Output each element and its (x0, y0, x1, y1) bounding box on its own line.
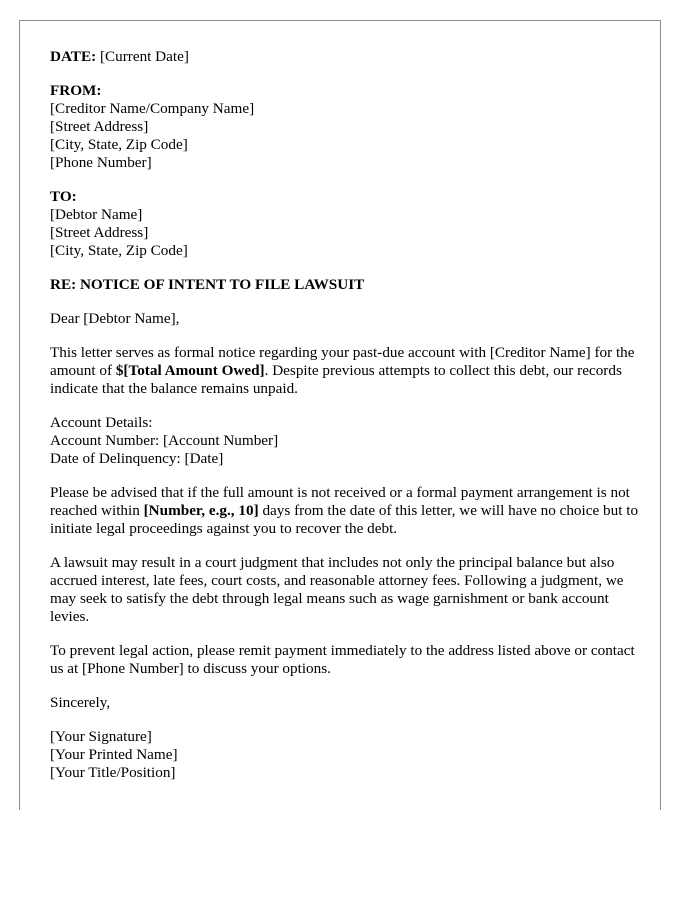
from-line: [City, State, Zip Code] (50, 136, 188, 153)
letter-content (50, 48, 640, 798)
paragraph-notice-text-end: . Despite previous attempts to collect this debt, our records indicate that the balance remains unpaid. (50, 362, 622, 397)
closing: Sincerely, (50, 694, 111, 711)
from-label: FROM: (50, 82, 102, 99)
signature-block (50, 728, 640, 782)
amount-owed: $[Total Amount Owed] (115, 362, 265, 379)
paragraph-prevent: To prevent legal action, please remit payment immediately to the address listed above or contact us at [Phone Number] to discuss your options. (50, 642, 635, 677)
to-label: TO: (50, 188, 77, 205)
to-line: [Debtor Name] (50, 206, 143, 223)
from-line: [Street Address] (50, 118, 149, 135)
date-label: DATE: (50, 48, 97, 65)
to-line: [Street Address] (50, 224, 149, 241)
to-block (50, 188, 640, 260)
paragraph-notice (50, 344, 640, 398)
subject-line (50, 276, 640, 294)
from-block (50, 82, 640, 172)
date-value: [Current Date] (99, 48, 189, 65)
to-line: [City, State, Zip Code] (50, 242, 188, 259)
account-number: Account Number: [Account Number] (50, 432, 279, 449)
paragraph-notice-text: This letter serves as formal notice regarding your past-due account with [Creditor Name] for the amount of (50, 344, 635, 379)
deadline-days: [Number, e.g., 10] (143, 502, 259, 519)
account-details (50, 414, 640, 468)
signature: [Your Signature] (50, 728, 152, 745)
paragraph-lawsuit: A lawsuit may result in a court judgment that includes not only the principal balance but also accrued interest, late fees, court costs, and reasonable attorney fees. Following a judgment, we may seek to satisfy the debt through legal means such as wage garnishment or bank account levies. (50, 554, 624, 625)
printed-name: [Your Printed Name] (50, 746, 178, 763)
paragraph-deadline-text: Please be advised that if the full amount is not received or a formal payment arrangement is not reached within (50, 484, 630, 519)
paragraph-deadline-text-end: days from the date of this letter, we will have no choice but to initiate legal proceedings against you to recover the debt. (50, 502, 639, 537)
paragraph-deadline (50, 484, 640, 538)
date-line (50, 48, 640, 66)
from-line: [Creditor Name/Company Name] (50, 100, 255, 117)
letter-page (19, 20, 661, 810)
salutation: Dear [Debtor Name], (50, 310, 180, 327)
from-line: [Phone Number] (50, 154, 152, 171)
account-details-heading: Account Details: (50, 414, 153, 431)
signer-title: [Your Title/Position] (50, 764, 176, 781)
subject-text: RE: NOTICE OF INTENT TO FILE LAWSUIT (50, 276, 365, 293)
delinquency-date: Date of Delinquency: [Date] (50, 450, 224, 467)
